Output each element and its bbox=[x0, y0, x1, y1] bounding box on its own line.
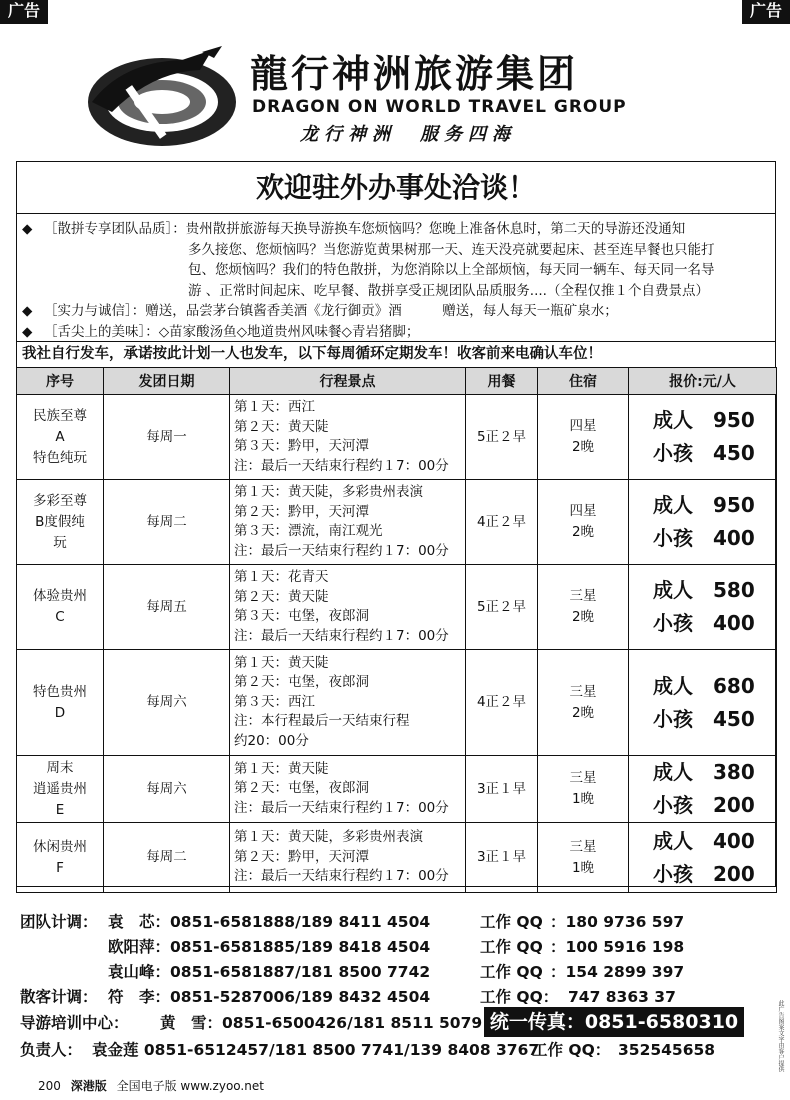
tour-price: 成人 950 小孩 450 bbox=[629, 395, 777, 480]
qq-ouyang-ping: ：100 5916 198 bbox=[550, 938, 685, 956]
tour-meal: 3正１早 bbox=[466, 823, 538, 893]
qq-yuan-jinlian: 352545658 bbox=[618, 1041, 716, 1059]
table-row bbox=[17, 395, 777, 480]
fax-box: 统一传真：0851-6580310 bbox=[484, 1007, 744, 1037]
qq-yuan-xin: ：180 9736 597 bbox=[550, 913, 685, 931]
ad-tag-right: 广告 bbox=[742, 0, 790, 24]
qq-yuan-shanfeng: ：154 2899 397 bbox=[550, 963, 685, 981]
bullet-icon: ◆ bbox=[22, 221, 33, 237]
col-index: 序号 bbox=[17, 368, 104, 395]
bullet-icon: ◆ bbox=[22, 323, 33, 340]
info-quality-4: 游 、正常时间起床、吃早餐、散拼享受正规团队品质服务....（全程仅推１个自费景点） bbox=[188, 282, 709, 299]
tour-itinerary: 第１天：黄天陡，多彩贵州表演 第２天：黔甲，天河潭 第３天：漂流，南江观光 注：最后一天结束行程约１7：00分 bbox=[230, 480, 466, 565]
contact-yuan-xin: 袁 芯：0851-6581888/189 8411 4504 bbox=[108, 913, 431, 931]
team-label: 团队计调： bbox=[20, 913, 98, 931]
contact-huang-xue: 黄 雪：0851-6500426/181 8511 5079 bbox=[160, 1014, 483, 1032]
col-stay: 住宿 bbox=[538, 368, 629, 395]
info-section bbox=[22, 219, 772, 342]
tour-price: 成人 380 小孩 200 bbox=[629, 756, 777, 823]
col-price: 报价:元/人 bbox=[629, 368, 777, 395]
tour-price: 成人 950 小孩 400 bbox=[629, 480, 777, 565]
tour-stay: 四星 2晚 bbox=[538, 395, 629, 480]
tour-day: 每周六 bbox=[104, 756, 230, 823]
tour-day: 每周五 bbox=[104, 565, 230, 650]
tour-price: 成人 680 小孩 450 bbox=[629, 650, 777, 756]
tour-itinerary: 第１天：黄天陡，多彩贵州表演 第２天：黔甲，天河潭 注：最后一天结束行程约１7：00分 bbox=[230, 823, 466, 893]
sanke-label: 散客计调： bbox=[20, 988, 98, 1006]
table-row bbox=[17, 650, 777, 756]
chief-label: 负责人： bbox=[20, 1041, 83, 1059]
tour-name: 休闲贵州 F bbox=[17, 823, 104, 893]
col-date: 发团日期 bbox=[104, 368, 230, 395]
table-row bbox=[17, 756, 777, 823]
tour-day: 每周二 bbox=[104, 823, 230, 893]
tour-meal: 4正２早 bbox=[466, 480, 538, 565]
tour-name: 民族至尊 A 特色纯玩 bbox=[17, 395, 104, 480]
bullet-icon: ◆ bbox=[22, 303, 33, 319]
tour-itinerary: 第１天：黄天陡 第２天：屯堡，夜郎洞 第３天：西江 注：本行程最后一天结束行程 约20：00分 bbox=[230, 650, 466, 756]
dragon-logo-icon bbox=[82, 42, 242, 154]
tour-stay: 四星 2晚 bbox=[538, 480, 629, 565]
qq-label: 工作 QQ： bbox=[532, 1041, 611, 1059]
qq-label: 工作 QQ bbox=[480, 938, 543, 956]
table-row bbox=[17, 823, 777, 893]
headline: 欢迎驻外办事处洽谈！ bbox=[16, 162, 776, 214]
qq-label: 工作 QQ： bbox=[480, 988, 559, 1006]
col-itinerary: 行程景点 bbox=[230, 368, 466, 395]
tour-price: 成人 400 小孩 200 bbox=[629, 823, 777, 893]
tour-stay: 三星 2晚 bbox=[538, 650, 629, 756]
brand-slogan: 龙行神洲 服务四海 bbox=[300, 124, 516, 145]
table-row bbox=[17, 480, 777, 565]
brand-name-cn: 龍行神洲旅游集团 bbox=[250, 52, 579, 96]
info-food: ［舌尖上的美味］：◇苗家酸汤鱼◇地道贵州风味餐◇青岩猪脚； bbox=[44, 323, 420, 340]
contact-ouyang-ping: 欧阳萍：0851-6581885/189 8418 4504 bbox=[108, 938, 431, 956]
tour-name: 周末 逍遥贵州 E bbox=[17, 756, 104, 823]
tour-day: 每周一 bbox=[104, 395, 230, 480]
tour-stay: 三星 2晚 bbox=[538, 565, 629, 650]
tour-name: 体验贵州 C bbox=[17, 565, 104, 650]
col-meal: 用餐 bbox=[466, 368, 538, 395]
tour-day: 每周六 bbox=[104, 650, 230, 756]
ad-tag-left: 广告 bbox=[0, 0, 48, 24]
tour-meal: 3正１早 bbox=[466, 756, 538, 823]
contact-yuan-jinlian: 袁金莲 0851-6512457/181 8500 7741/139 8408 3767 bbox=[92, 1041, 540, 1059]
tour-itinerary: 第１天：黄天陡 第２天：屯堡，夜郎洞 注：最后一天结束行程约１7：00分 bbox=[230, 756, 466, 823]
info-quality-3: 包、您烦恼吗？我们的特色散拼，为您消除以上全部烦恼，每天同一辆车、每天同一名导 bbox=[188, 262, 715, 278]
brand-name-en: DRAGON ON WORLD TRAVEL GROUP bbox=[252, 97, 627, 117]
tour-stay: 三星 1晚 bbox=[538, 756, 629, 823]
qq-fu-li: 747 8363 37 bbox=[568, 988, 676, 1006]
tour-day: 每周二 bbox=[104, 480, 230, 565]
tour-itinerary: 第１天：西江 第２天：黄天陡 第３天：黔甲，天河潭 注：最后一天结束行程约１7：00分 bbox=[230, 395, 466, 480]
tour-table bbox=[16, 367, 777, 893]
page-footer bbox=[38, 1078, 264, 1094]
side-note: 此广告图案文字由客户提供 bbox=[777, 1000, 784, 1072]
info-quality-2: 多久接您、您烦恼吗？当您游览黄果树那一天、连天没亮就要起床、甚至连早餐也只能打 bbox=[188, 241, 715, 258]
tour-itinerary: 第１天：花青天 第２天：黄天陡 第３天：屯堡，夜郎洞 注：最后一天结束行程约１7：00分 bbox=[230, 565, 466, 650]
guide-label: 导游培训中心： bbox=[20, 1014, 129, 1032]
table-header bbox=[17, 368, 777, 395]
qq-label: 工作 QQ bbox=[480, 963, 543, 981]
departure-banner: 我社自行发车，承诺按此计划一人也发车，以下每周循环定期发车！收客前来电确认车位！ bbox=[16, 341, 776, 368]
info-strength: ［实力与诚信］：赠送，品尝茅台镇酱香美酒《龙行御贡》酒 赠送，每人每天一瓶矿泉水； bbox=[44, 303, 618, 319]
qq-label: 工作 QQ bbox=[480, 913, 543, 931]
tour-meal: 5正２早 bbox=[466, 565, 538, 650]
tour-name: 特色贵州 D bbox=[17, 650, 104, 756]
page-number: 200 bbox=[38, 1079, 61, 1093]
info-quality: ［散拼专享团队品质］：贵州散拼旅游每天换导游换车您烦恼吗？您晚上准备休息时，第二天的导游还没通知 bbox=[44, 221, 686, 237]
tour-meal: 5正２早 bbox=[466, 395, 538, 480]
edition-label: 深港版 bbox=[70, 1079, 107, 1093]
tour-name: 多彩至尊 B度假纯 玩 bbox=[17, 480, 104, 565]
tour-price: 成人 580 小孩 400 bbox=[629, 565, 777, 650]
site-label: 全国电子版 www.zyoo.net bbox=[116, 1079, 264, 1093]
contact-yuan-shanfeng: 袁山峰：0851-6581887/181 8500 7742 bbox=[108, 963, 431, 981]
contact-fu-li: 符 李：0851-5287006/189 8432 4504 bbox=[108, 988, 431, 1006]
tour-stay: 三星 1晚 bbox=[538, 823, 629, 893]
table-row bbox=[17, 565, 777, 650]
tour-meal: 4正２早 bbox=[466, 650, 538, 756]
